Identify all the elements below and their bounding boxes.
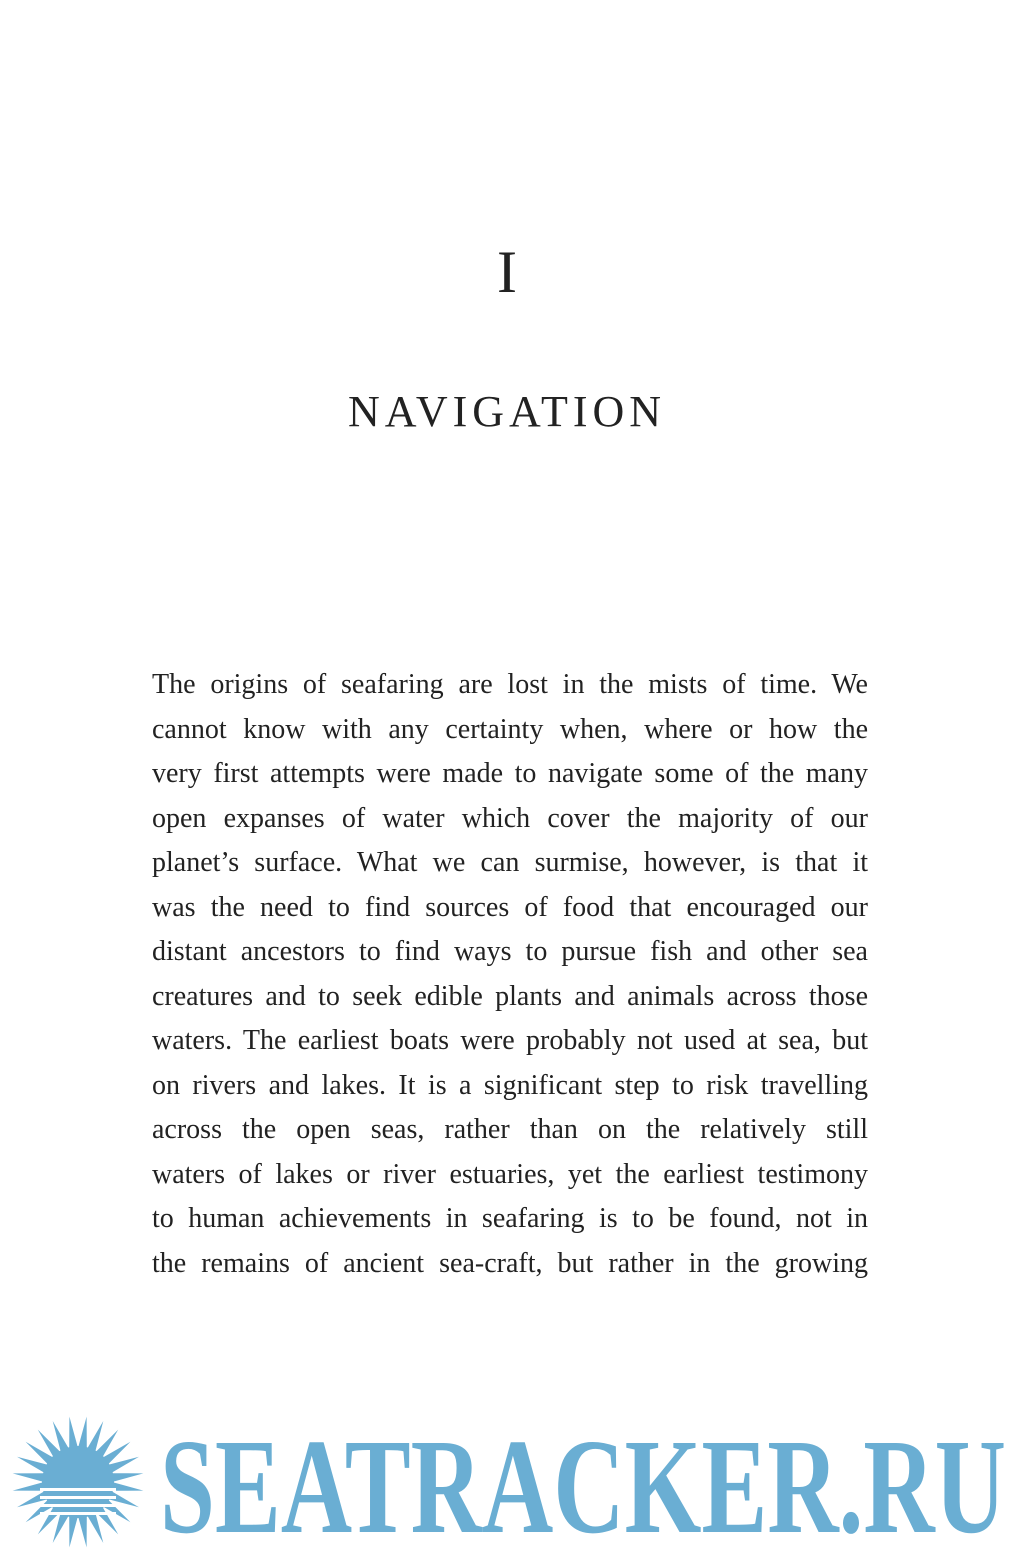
sun-horizon-stripe bbox=[40, 1512, 116, 1515]
body-line: waters. The earliest boats were probably not used at sea, but bbox=[152, 1025, 868, 1056]
body-line: The origins of seafaring are lost in the mists of time. We bbox=[152, 669, 868, 700]
chapter-title: NAVIGATION bbox=[347, 387, 667, 436]
body-line: across the open seas, rather than on the relatively still bbox=[152, 1114, 868, 1145]
sun-horizon-stripe bbox=[40, 1504, 116, 1507]
body-line: on rivers and lakes. It is a significant step to risk travelling bbox=[152, 1069, 868, 1101]
body-line: was the need to find sources of food that encouraged our bbox=[152, 891, 868, 923]
sun-horizon-stripe bbox=[40, 1488, 116, 1491]
watermark bbox=[0, 1400, 1014, 1559]
chapter-number: I bbox=[497, 239, 517, 305]
body-line: very first attempts were made to navigate some of the many bbox=[152, 758, 868, 789]
body-line: planet’s surface. What we can surmise, however, is that it bbox=[152, 847, 868, 878]
sun-icon bbox=[6, 1410, 156, 1550]
body-line: distant ancestors to find ways to pursue fish and other sea bbox=[152, 936, 868, 967]
body-line: open expanses of water which cover the majority of our bbox=[152, 802, 868, 834]
body-line: cannot know with any certainty when, where or how the bbox=[152, 713, 868, 745]
body-line: to human achievements in seafaring is to be found, not in bbox=[152, 1203, 868, 1234]
body-text bbox=[152, 663, 868, 1286]
body-line: waters of lakes or river estuaries, yet the earliest testimony bbox=[152, 1158, 868, 1190]
watermark-text-graphic bbox=[160, 1414, 1006, 1554]
body-line: creatures and to seek edible plants and animals across those bbox=[152, 980, 868, 1012]
watermark-text: SEATRACKER.RU bbox=[160, 1414, 1006, 1554]
sun-horizon-stripe bbox=[40, 1496, 116, 1499]
sun-disc bbox=[42, 1446, 114, 1518]
body-line: the remains of ancient sea-craft, but rather in the growing bbox=[152, 1247, 868, 1279]
